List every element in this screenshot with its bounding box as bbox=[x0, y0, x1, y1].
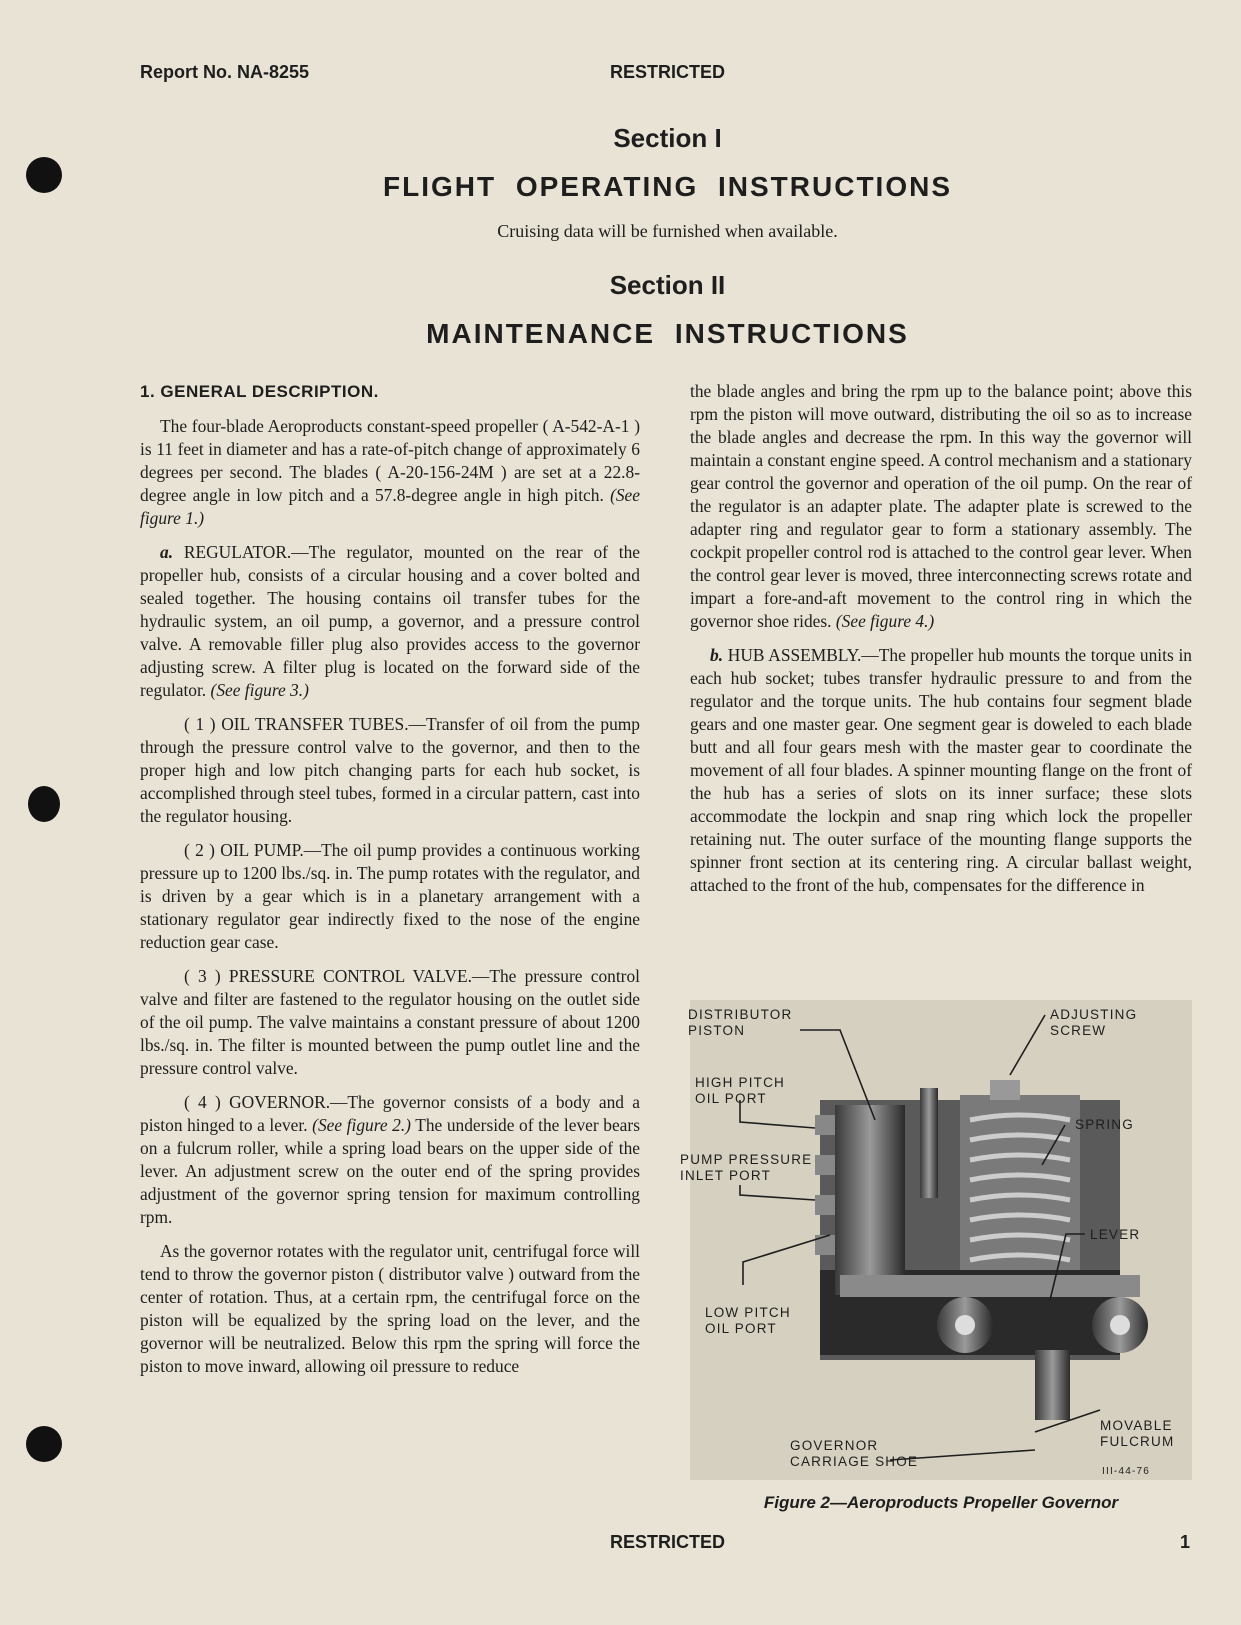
photo-number: III-44-76 bbox=[1102, 1466, 1151, 1477]
paragraph: ( 4 ) GOVERNOR.—The governor consists of a body and a piston hinged to a lever. (See figure 2.) The underside of the lever bears on a fulcrum roller, while a spring load bears on the upper side of the lever. An adjustment screw on the outer end of the spring provides adjustment of the governor spring tension for maximum controlling rpm. bbox=[140, 1092, 640, 1227]
paragraph: As the governor rotates with the regulator unit, centrifugal force will tend to throw the governor piston ( distributor valve ) outward from the center of rotation. Thus, at a certain rpm, the centrifugal force on the piston will be equalized by the spring load on the lever, and the governor will be neutralized. Below this rpm the spring will force the piston to move inward, allowing oil pressure to reduce bbox=[140, 1241, 640, 1376]
governor-figure bbox=[680, 1000, 1192, 1480]
label-low-pitch-oil-port: LOW PITCH OIL PORT bbox=[705, 1305, 791, 1336]
figure-caption: Figure 2—Aeroproducts Propeller Governor bbox=[763, 1493, 1119, 1512]
paragraph: a. REGULATOR.—The regulator, mounted on the rear of the propeller hub, consists of a circular housing and a cover bolted and sealed together. The housing contains oil transfer tubes for the hydraulic system, an oil pump, a governor, and a pressure control valve. A removable filler plug also provides access to the governor adjusting screw. A filter plug is located on the forward side of the regulator. (See figure 3.) bbox=[140, 542, 640, 700]
header-classification: RESTRICTED bbox=[609, 62, 725, 82]
label-pump-pressure-inlet-port: PUMP PRESSURE INLET PORT bbox=[680, 1152, 813, 1183]
section-1-title: FLIGHT OPERATING INSTRUCTIONS bbox=[382, 171, 953, 202]
label-movable-fulcrum: MOVABLE FULCRUM bbox=[1100, 1418, 1175, 1449]
figure-reference: (See figure 4.) bbox=[835, 611, 935, 631]
footer-classification: RESTRICTED bbox=[609, 1532, 725, 1552]
figure-reference: (See figure 3.) bbox=[210, 680, 309, 700]
left-column bbox=[140, 380, 640, 1389]
figure-reference: (See figure 1.) bbox=[140, 485, 640, 528]
label-high-pitch-oil-port: HIGH PITCH OIL PORT bbox=[695, 1075, 786, 1106]
right-column bbox=[690, 380, 1192, 908]
label-lever: LEVER bbox=[1090, 1227, 1141, 1242]
page-number: 1 bbox=[1180, 1532, 1191, 1552]
label-spring: SPRING bbox=[1075, 1117, 1134, 1132]
paragraph: the blade angles and bring the rpm up to the balance point; above this rpm the piston will move outward, distributing the oil so as to increase the blade angles and decrease the rpm. In this way the governor will maintain a constant engine speed. A control mechanism and a stationary gear control the governor and operation of the oil pump. On the rear of the regulator is an adapter plate. The adapter plate is screwed to the adapter ring and regulator gear to form a stationary assembly. The cockpit propeller control rod is attached to the control gear lever. When the control gear lever is moved, three interconnecting screws rotate and impart a fore-and-aft movement to the control ring in which the governor shoe rides. (See figure 4.) bbox=[690, 381, 1192, 631]
paragraph: b. HUB ASSEMBLY.—The propeller hub mounts the torque units in each hub socket; tubes transfer hydraulic pressure to and from the regulator and the torque units. The hub contains four segment blade gears and one master gear. One segment gear is doweled to each blade butt and all four gears mesh with the master gear to coordinate the movement of all four blades. A spinner mounting flange on the front of the hub has a series of slots on its inner surface; these slots accommodate the lockpin and snap ring which lock the propeller retaining nut. The outer surface of the mounting flange supports the spinner front section at its centering ring. A circular ballast weight, attached to the front of the hub, compensates for the difference in bbox=[690, 645, 1192, 895]
section-2-label: Section II bbox=[609, 270, 726, 300]
report-number: Report No. NA-8255 bbox=[140, 62, 310, 82]
label-adjusting-screw: ADJUSTING SCREW bbox=[1050, 1007, 1138, 1038]
section-1-note: Cruising data will be furnished when available. bbox=[497, 221, 838, 241]
paragraph: ( 2 ) OIL PUMP.—The oil pump provides a continuous working pressure up to 1200 lbs./sq. in. The pump rotates with the regulator, and is driven by a gear which is in a planetary arrangement with a stationary regulator gear indirectly fixed to the nose of the engine reduction gear case. bbox=[140, 840, 640, 952]
binder-hole bbox=[28, 786, 60, 822]
section-1-label: Section I bbox=[613, 123, 722, 153]
figure-reference: (See figure 2.) bbox=[312, 1115, 411, 1135]
label-governor-carriage-shoe: GOVERNOR CARRIAGE SHOE bbox=[790, 1438, 919, 1469]
label-distributor-piston: DISTRIBUTOR PISTON bbox=[688, 1007, 793, 1038]
binder-hole bbox=[26, 1426, 62, 1462]
paragraph: ( 3 ) PRESSURE CONTROL VALVE.—The pressure control valve and filter are fastened to the regulator housing on the outlet side of the oil pump. The valve maintains a constant pressure of about 1200 lbs./sq. in. The filter is mounted between the pump outlet line and the pressure control valve. bbox=[140, 966, 640, 1078]
general-description-heading: 1. GENERAL DESCRIPTION. bbox=[140, 382, 379, 401]
section-2-title: MAINTENANCE INSTRUCTIONS bbox=[426, 318, 909, 349]
paragraph: ( 1 ) OIL TRANSFER TUBES.—Transfer of oil from the pump through the pressure control valve to the governor, and then to the proper high and low pitch changing parts for each hub socket, is accomplished through steel tubes, formed in a circular pattern, cast into the regulator housing. bbox=[140, 714, 640, 826]
paragraph: The four-blade Aeroproducts constant-speed propeller ( A-542-A-1 ) is 11 feet in diameter and has a rate-of-pitch change of approximately 6 degrees per second. The blades ( A-20-156-24M ) are set at a 22.8-degree angle in low pitch and a 57.8-degree angle in high pitch. (See figure 1.) bbox=[140, 416, 640, 528]
